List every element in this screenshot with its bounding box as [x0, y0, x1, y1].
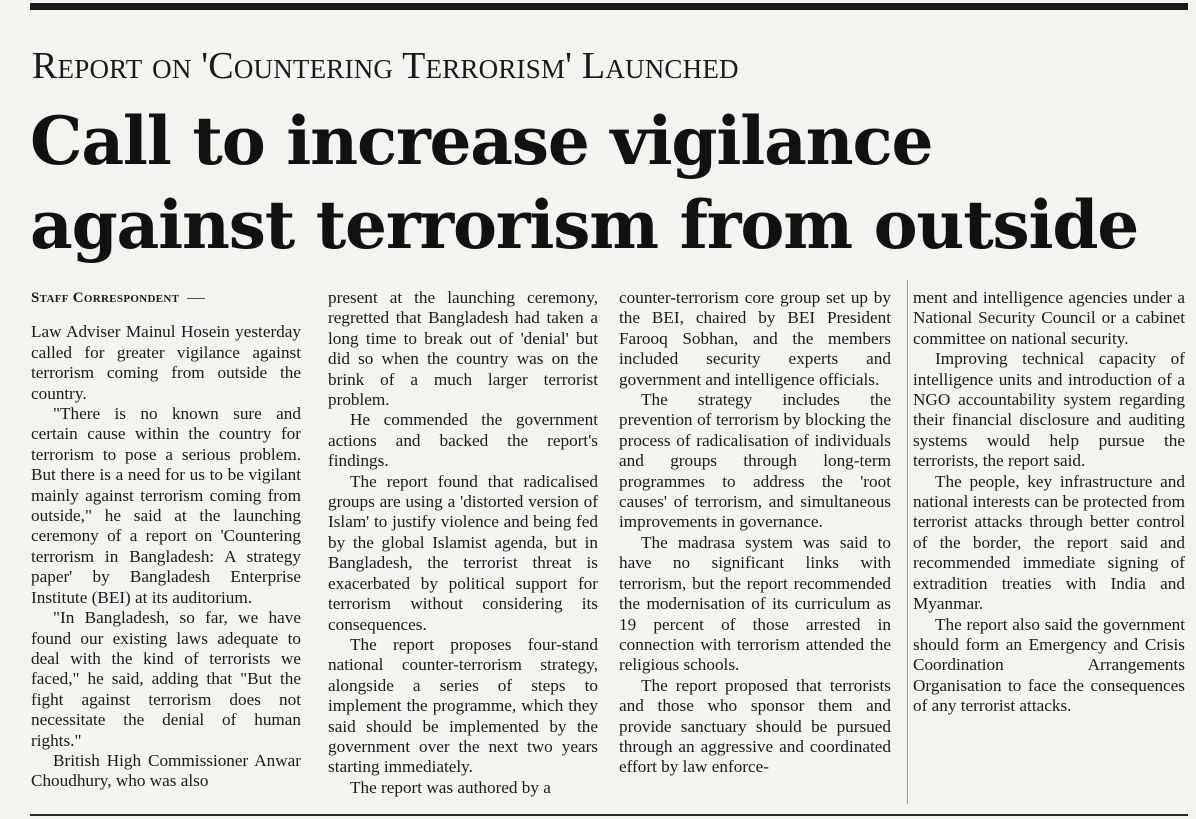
column-divider [907, 280, 908, 804]
paragraph: The strategy includes the prevention of terrorism by blocking the process of radicalisation of individuals and groups through long-term programmes to address the 'root causes' of terrorism, and simultaneous improvements in governance. [619, 390, 891, 532]
paragraph: The report proposed that terrorists and those who sponsor them and provide sanctuary should be pursued through an aggressive and coordinated effort by law enforce- [619, 675, 891, 777]
paragraph: The report proposes four-stand national counter-terrorism strategy, alongside a series of steps to implement the programme, which they said should be implemented by the government over the next two years starting immediately. [328, 634, 598, 777]
paragraph: ment and intelligence agencies under a National Security Council or a cabinet committee on national security. [913, 288, 1185, 348]
article-headline: Call to increase vigilance against terrorism from outside [30, 102, 1139, 264]
byline [31, 288, 301, 308]
paragraph: Law Adviser Mainul Hosein yesterday called for greater vigilance against terrorism coming from outside the country. [31, 322, 301, 403]
paragraph: The report was authored by a [350, 777, 551, 797]
column-3 [619, 288, 891, 778]
top-rule [30, 3, 1188, 10]
paragraph: The people, key infrastructure and national interests can be protected from terrorist attacks through better control of the border, the report said and recommended immediate signing of extradition treaties with India and Myanmar. [913, 471, 1185, 614]
bottom-rule [30, 814, 1188, 816]
article-body [31, 288, 1191, 808]
paragraph: present at the launching ceremony, regretted that Bangladesh had taken a long time to break out of 'denial' but did so when the country was on the brink of a much larger terrorist problem. [328, 288, 598, 410]
paragraph: British High Commissioner Anwar Choudhury, who was also [31, 750, 301, 791]
paragraph: The report found that radicalised groups are using a 'distorted version of Islam' to justify violence and being fed by the global Islamist agenda, but in Bangladesh, the terrorist threat is exacerbated by political support for terrorism without considering its consequences. [328, 471, 598, 634]
paragraph: counter-terrorism core group set up by the BEI, chaired by BEI President Farooq Sobhan, and the members included security experts and government and intelligence officials. [619, 288, 891, 389]
article-kicker: Report on 'Countering Terrorism' Launched [32, 45, 739, 87]
paragraph: Improving technical capacity of intelligence units and introduction of a NGO accountability system regarding their financial disclosure and auditing systems would help pursue the terrorists, the report said. [913, 349, 1185, 471]
paragraph: The report also said the government should form an Emergency and Crisis Coordination Arrangements Organisation to face the consequences of any terrorist attacks. [913, 614, 1185, 716]
column-2 [328, 288, 598, 798]
paragraph: He commended the government actions and backed the report's findings. [328, 410, 598, 471]
byline-rule [187, 298, 205, 299]
paragraph: The madrasa system was said to have no significant links with terrorism, but the report recommended the modernisation of its curriculum as 19 percent of those arrested in connection with terrorism attended the religious schools. [619, 532, 891, 675]
column-1 [31, 288, 301, 792]
paragraph: "There is no known sure and certain cause within the country for terrorism to pose a serious problem. But there is a need for us to be vigilant mainly against terrorism coming from outside," he said at the launching ceremony of a report on 'Countering terrorism in Bangladesh: A strategy paper' by Bangladesh Enterprise Institute (BEI) at its auditorium. [31, 404, 301, 607]
paragraph: "In Bangladesh, so far, we have found our existing laws adequate to deal with the kind of terrorists we faced," he said, adding that "But the fight against terrorism does not necessitate the denial of human rights." [31, 608, 301, 750]
column-4 [913, 288, 1185, 717]
byline-text: Staff Correspondent [31, 290, 180, 306]
